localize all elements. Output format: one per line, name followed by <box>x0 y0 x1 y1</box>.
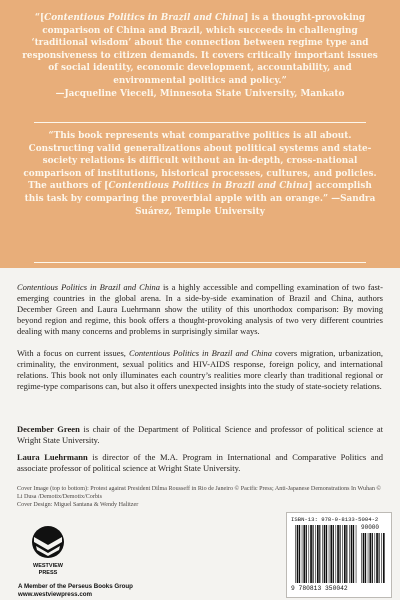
barcode-bar <box>340 525 341 583</box>
barcode-bar <box>315 525 316 583</box>
author-name-green: December Green <box>17 424 80 434</box>
cover-credits <box>17 485 383 509</box>
perseus-membership: A Member of the Perseus Books Group <box>18 583 133 590</box>
barcode-bar <box>299 525 300 583</box>
para-1-text: is a highly accessible and compelling examination of two fast-emerging countries in the global arena. In a side-by-side examination of Brazil and China, authors December Green and Laura Luehrmann show the utility of this unorthodox comparison: By moving beyond region and regime, this book offers a thought-provoking analysis of two very different countries dealing with many concerns and problems in surprisingly similar ways. <box>17 282 383 336</box>
barcode-bar <box>356 525 357 583</box>
para-2-lead: With a focus on current issues, <box>17 348 129 358</box>
bio-green-text: is chair of the Department of Political Science and professor of political science at Wright State University. <box>17 424 383 445</box>
ean13-barcode-bars <box>295 525 357 583</box>
price-addon-bars <box>361 533 385 583</box>
barcode-bar <box>295 525 296 583</box>
barcode-bar <box>365 533 366 583</box>
barcode-bar <box>368 533 369 583</box>
barcode-bar <box>363 533 365 583</box>
author-name-luehrmann: Laura Luehrmann <box>17 452 88 462</box>
barcode-digits: 9 780813 350042 <box>291 585 348 592</box>
barcode-bar <box>309 525 310 583</box>
barcode-bar <box>376 533 378 583</box>
quote-1-open: “[ <box>34 13 45 23</box>
barcode-bar <box>375 533 376 583</box>
cover-design-credit: Cover Design: Miguel Santana & Wendy Halitzer <box>17 502 139 508</box>
westview-logo-icon <box>23 524 73 562</box>
para-2-text: covers migration, urbanization, criminality, the environment, sexual politics and HIV-AIDS response, foreign policy, and international relations. This book not only illuminates each country’s realities more clearly than traditional regional or regime-type comparisons can, but also it offers unexpected insights into the study of state-society relations. <box>17 348 384 391</box>
barcode-bar <box>302 525 303 583</box>
divider-rule <box>34 262 366 263</box>
logo-text-press: PRESS <box>38 570 58 576</box>
quote-1-book-title: Contentious Politics in Brazil and China <box>44 13 245 23</box>
barcode-bar <box>337 525 339 583</box>
barcode-bar <box>353 525 354 583</box>
description-paragraph-1 <box>17 282 383 337</box>
barcode-bar <box>381 533 382 583</box>
barcode-bar <box>349 525 350 583</box>
para-1-book-title: Contentious Politics in Brazil and China <box>17 282 160 292</box>
barcode-bar <box>333 525 334 583</box>
barcode-bar <box>336 525 337 583</box>
barcode-bar <box>344 525 346 583</box>
westview-press-logo <box>18 524 78 584</box>
barcode-bar <box>351 525 353 583</box>
isbn-barcode <box>286 512 392 598</box>
isbn-number: ISBN-13: 978-0-8133-5004-2 <box>291 516 379 523</box>
barcode-bar <box>313 525 314 583</box>
quote-2-book-title: Contentious Politics in Brazil and China <box>108 181 309 192</box>
quote-1-text: ] is a thought-provoking comparison of China and Brazil, which succeeds in challenging ‘traditional wisdom’ about the connection between regime type and responsiveness to citizen demands. It covers critically important issues of social identity, economic development, accountability, and environmental politics and policy.” <box>22 13 378 86</box>
quote-2-text-b: ] accomplish this task by comparing the proverbial apple with an orange.” <box>24 181 372 204</box>
barcode-bar <box>326 525 327 583</box>
author-bio-luehrmann <box>17 452 383 474</box>
quote-1-attribution: —Jacqueline Vieceli, Minnesota State University, Mankato <box>55 88 345 99</box>
barcode-bar <box>324 525 326 583</box>
bio-luehrmann-text: is director of the M.A. Program in International and Comparative Politics and associate professor of political science at Wright State University. <box>17 452 383 473</box>
barcode-bar <box>306 525 307 583</box>
divider-rule <box>34 122 366 123</box>
cover-image-credit: Cover Image (top to bottom): Protest against President Dilma Rousseff in Rio de Janeiro © Pacific Press; Anti-Japanese Demonstrations In Wuhan © Li Dusa /Demotix/Demotix/Corbis <box>17 486 382 500</box>
logo-text-westview: WESTVIEW <box>33 563 63 569</box>
quote-2-text-a: “This book represents what comparative politics is all about. Constructing valid generalizations about political systems and state-society relations is difficult without an in-depth, cross-national comparison of institutions, historical processes, cultures, and policies. The authors of [ <box>23 131 377 192</box>
endorsement-quote-2 <box>18 130 382 218</box>
barcode-bar <box>379 533 380 583</box>
barcode-bar <box>303 525 305 583</box>
barcode-bar <box>342 525 343 583</box>
quote-2-attribution: —Sandra Suárez, Temple University <box>135 193 376 217</box>
barcode-bar <box>322 525 323 583</box>
barcode-bar <box>361 533 362 583</box>
barcode-bar <box>383 533 385 583</box>
barcode-bar <box>372 533 373 583</box>
author-bio-green <box>17 424 383 446</box>
para-2-book-title: Contentious Politics in Brazil and China <box>128 348 272 358</box>
barcode-bar <box>319 525 320 583</box>
endorsement-quote-1 <box>18 12 382 100</box>
barcode-bar <box>369 533 371 583</box>
publisher-website: www.westviewpress.com <box>18 591 93 598</box>
description-paragraph-2 <box>17 348 383 392</box>
barcode-bar <box>317 525 319 583</box>
price-code: 90000 <box>361 524 380 531</box>
barcode-bar <box>346 525 347 583</box>
barcode-bar <box>310 525 312 583</box>
barcode-bar <box>330 525 332 583</box>
barcode-bar <box>297 525 299 583</box>
barcode-bar <box>329 525 330 583</box>
